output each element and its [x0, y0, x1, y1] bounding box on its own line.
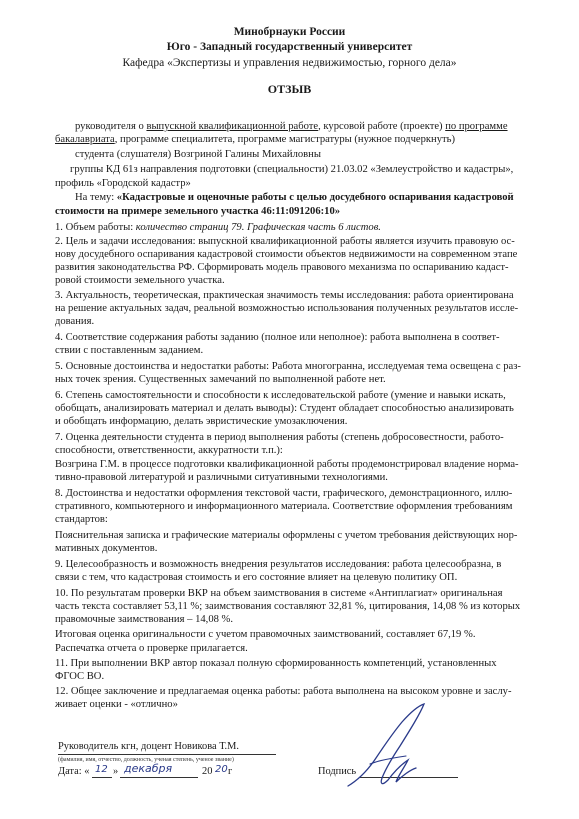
item-10-line-3: правомочные заимствования – 14,08 %. [55, 614, 234, 625]
item-4-line-1: 4. Соответствие содержания работы заданию (полное или неполное): работа выполнена в соответ- [55, 332, 500, 343]
item-2-line-4: ровой стоимости земельного участка. [55, 275, 225, 286]
date-label: Дата: « [58, 766, 90, 777]
item-8-line-3: стандартов: [55, 514, 108, 525]
item-12-line-2: живает оценки - «отлично» [55, 699, 178, 710]
supervisor-caption: (фамилия, имя, отчество, должность, ученая степень, ученое звание) [58, 757, 234, 763]
item-2-line-1: 2. Цель и задачи исследования: выпускной квалификационной работы является изучить правовую ос- [55, 236, 515, 247]
item-1: 1. Объем работы: количество страниц 79. Графическая часть 6 листов. [55, 222, 381, 233]
item-7-line-2: способности, ответственности, аккуратности т.п.): [55, 445, 283, 456]
item-5-line-1: 5. Основные достоинства и недостатки работы: Работа многогранна, исследуемая тема освещена с раз- [55, 361, 521, 372]
day-underline [92, 777, 112, 778]
item-10-line-2: часть текста составляет 53,11 %; заимствования составляют 32,81 %, цитирования, 14,08 % из которых [55, 601, 521, 612]
department-name: Кафедра «Экспертизы и управления недвижимостью, горного дела» [122, 57, 457, 69]
item-11-line-2: ФГОС ВО. [55, 671, 105, 682]
item-12-line-1: 12. Общее заключение и предлагаемая оценка работы: работа выполнена на высоком уровне и заслу- [55, 686, 512, 697]
student-name-line: студента (слушателя) Возгриной Галины Михайловны [75, 149, 321, 160]
group-line: группы КД 61з направления подготовки (специальности) 21.03.02 «Землеустройство и кадастры», [70, 164, 514, 175]
supervisor-underline [58, 754, 276, 755]
date-day: 12 [95, 764, 108, 775]
item-5-line-2: ных точек зрения. Существенных замечаний по выполненной работе нет. [55, 374, 386, 385]
date-month: декабря [124, 762, 173, 775]
profile-line: профиль «Городской кадастр» [55, 178, 191, 189]
item-7-line-1: 7. Оценка деятельности студента в период выполнения работы (степень добросовестности, работо- [55, 432, 504, 443]
date-quote-close: » [113, 766, 119, 777]
item-10-line-1: 10. По результатам проверки ВКР на объем заимствования в системе «Антиплагиат» оригинальная [55, 588, 503, 599]
item-11-line-1: 11. При выполнении ВКР автор показал полную сформированность компетенций, установленных [55, 658, 497, 669]
item-7-line-3: Возгрина Г.М. в процессе подготовки квалификационной работы продемонстрировал владение норма- [55, 459, 519, 470]
topic-line-2: стоимости на примере земельного участка 46:11:091206:10» [55, 206, 341, 217]
item-3-line-2: на решение актуальных задач, реальной возможностью использования полученных результатов иссле- [55, 303, 519, 314]
item-8-line-1: 8. Достоинства и недостатки оформления текстовой части, графического, демонстрационного, иллю- [55, 488, 513, 499]
handwritten-signature [340, 700, 440, 795]
intro-line-1: руководителя о выпускной квалификационной работе, курсовой работе (проекте) по программе [75, 121, 508, 132]
university-name: Юго - Западный государственный университет [166, 41, 413, 53]
item-3-line-1: 3. Актуальность, теоретическая, практическая значимость темы исследования: работа ориентирована [55, 290, 514, 301]
item-2-line-3: развития законодательства РФ. Сформировать модель правового механизма по оспариванию кадаст- [55, 262, 509, 273]
ministry-name: Минобрнауки России [233, 26, 346, 38]
doc-title: ОТЗЫВ [267, 82, 312, 96]
intro-line-2: бакалавриата, программе специалитета, программе магистратуры (нужное подчеркнуть) [55, 134, 455, 145]
item-9-line-2: связи с тем, что кадастровая стоимость и его состояние влияет на целевую политику ОП. [55, 572, 458, 583]
supervisor-line: Руководитель кгн, доцент Новикова Т.М. [58, 741, 239, 752]
signature-label: Подпись [318, 766, 357, 777]
item-10-line-5: Распечатка отчета о проверке прилагается. [55, 643, 248, 654]
item-2-line-2: нову досудебного оспаривания кадастровой стоимости объектов недвижимости на современном этапе [55, 249, 518, 260]
item-6-line-3: и обобщать информацию, делать эвристические умозаключения. [55, 416, 348, 427]
month-underline [120, 777, 198, 778]
item-8-line-5: мативных документов. [55, 543, 158, 554]
item-6-line-1: 6. Степень самостоятельности и способности к исследовательской работе (умение и навыки искать, [55, 390, 506, 401]
item-6-line-2: обобщать, анализировать материал и делать выводы): Студент обладает способностью анализировать [55, 403, 514, 414]
item-8-line-2: стративного, компьютерного и информационного материала. Соответствие оформления требованиям [55, 501, 513, 512]
date-year-unit: г [228, 766, 233, 777]
date-year-suffix: 20 [215, 764, 228, 775]
topic-line-1: На тему: «Кадастровые и оценочные работы с целью досудебного оспаривания кадастровой [75, 192, 514, 203]
date-year-prefix: 20 [202, 766, 213, 777]
item-8-line-4: Пояснительная записка и графические материалы оформлены с учетом требования действующих нор- [55, 530, 518, 541]
item-7-line-4: тивно-правовой литературой и различными ситуативными технологиями. [55, 472, 388, 483]
item-4-line-2: ствии с поставленным заданием. [55, 345, 204, 356]
item-9-line-1: 9. Целесообразность и возможность внедрения результатов исследования: работа целесообразна, в [55, 559, 502, 570]
item-3-line-3: дования. [55, 316, 95, 327]
item-10-line-4: Итоговая оценка оригинальности с учетом правомочных заимствований, составляет 67,19 %. [55, 629, 476, 640]
